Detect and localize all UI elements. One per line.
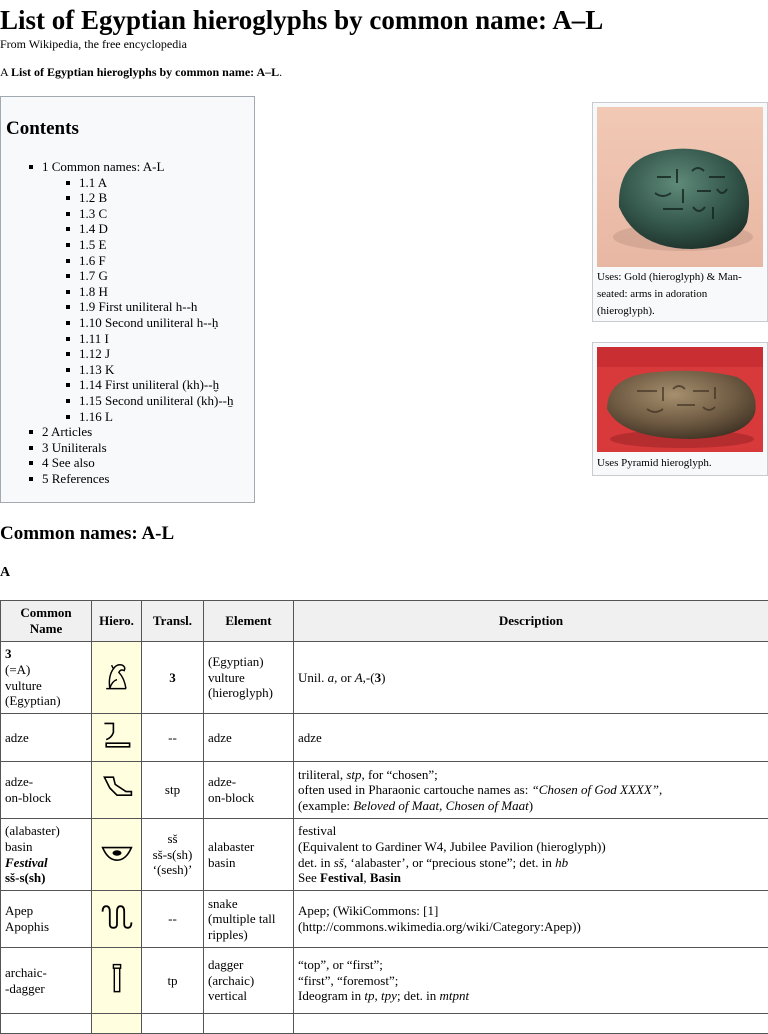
hieroglyph-table [0, 600, 768, 1034]
cell-common-name: Apep Apophis [1, 891, 92, 948]
toc-item [27, 424, 234, 440]
toc-link-articles[interactable]: 2 Articles [42, 424, 92, 439]
toc-link-sub-7[interactable]: 1.7 G [79, 268, 108, 283]
cell-hieroglyph [92, 891, 142, 948]
toc-subitem [64, 175, 234, 191]
toc-link-sub-12[interactable]: 1.12 J [79, 346, 110, 361]
toc-link-sub-14[interactable]: 1.14 First uniliteral (kh)--ḫ [79, 377, 219, 392]
col-header-description[interactable]: Description [294, 601, 768, 642]
cell-hieroglyph [92, 762, 142, 819]
toc-link-sub-6[interactable]: 1.6 F [79, 253, 106, 268]
table-row [1, 642, 768, 714]
toc-subitem [64, 409, 234, 425]
vulture-icon [99, 682, 135, 697]
cell-element: (Egyptian) vulture (hieroglyph) [204, 642, 294, 714]
cell-common-name: adze- on-block [1, 762, 92, 819]
table-of-contents [0, 96, 255, 503]
toc-item [27, 455, 234, 471]
page-title: List of Egyptian hieroglyphs by common name: A–L [0, 2, 603, 38]
toc-link-sub-16[interactable]: 1.16 L [79, 409, 113, 424]
intro-paragraph [0, 65, 282, 79]
subsection-heading: A [0, 564, 10, 582]
table-row [1, 762, 768, 819]
toc-link-sub-9[interactable]: 1.9 First uniliteral h--h [79, 299, 197, 314]
table-row [1, 891, 768, 948]
toc-link-uniliterals[interactable]: 3 Uniliterals [42, 440, 107, 455]
intro-prefix: A [0, 65, 11, 79]
scarab-seal-photo[interactable] [597, 107, 763, 267]
toc-item [27, 440, 234, 456]
toc-subitem [64, 221, 234, 237]
toc-subitem [64, 190, 234, 206]
col-header-common-name[interactable]: Common Name [1, 601, 92, 642]
toc-link-common-names[interactable]: 1 Common names: A-L [42, 159, 164, 174]
toc-subitem [64, 377, 234, 393]
toc-link-see-also[interactable]: 4 See also [42, 455, 95, 470]
cell-transliteration: -- [142, 714, 204, 762]
cell-description: festival (Equivalent to Gardiner W4, Jubilee Pavilion (hieroglyph)) det. in sš, ‘alabaster’, or “precious stone”; det. in hb See Festival, Basin [294, 819, 768, 891]
toc-link-sub-10[interactable]: 1.10 Second uniliteral h--ḥ [79, 315, 218, 330]
scarab-pyramid-photo[interactable] [597, 347, 763, 452]
cell-transliteration: 3 [142, 642, 204, 714]
snake-icon [99, 923, 135, 938]
tagline: From Wikipedia, the free encyclopedia [0, 37, 187, 51]
cell-description: “top”, or “first”; “first”, “foremost”; Ideogram in tp, tpy; det. in mtpnt [294, 948, 768, 1014]
toc-subitem [64, 268, 234, 284]
section-heading: Common names: A-L [0, 520, 174, 548]
cell-transliteration: stp [142, 762, 204, 819]
cell-common-name: (alabaster) basin Festival sš-s(sh) [1, 819, 92, 891]
cell-common-name: archaic- -dagger [1, 948, 92, 1014]
cell-description: Unil. a, or A,-(3) [294, 642, 768, 714]
col-header-translit[interactable]: Transl. [142, 601, 204, 642]
col-header-hiero[interactable]: Hiero. [92, 601, 142, 642]
intro-suffix: . [279, 65, 282, 79]
toc-list [27, 159, 234, 486]
cell-element: snake (multiple tall ripples) [204, 891, 294, 948]
cell-hieroglyph [92, 642, 142, 714]
cell-element: adze- on-block [204, 762, 294, 819]
toc-subitem [64, 346, 234, 362]
cell-hieroglyph [92, 819, 142, 891]
cell-description: triliteral, stp, for “chosen”; often used in Pharaonic cartouche names as: “Chosen of God XXXX”, (example: Beloved of Maat, Chosen of Maat) [294, 762, 768, 819]
toc-link-sub-13[interactable]: 1.13 K [79, 362, 114, 377]
cell-element: alabaster basin [204, 819, 294, 891]
toc-subitem [64, 315, 234, 331]
intro-bold-title: List of Egyptian hieroglyphs by common name: A–L [11, 65, 279, 79]
table-row [1, 948, 768, 1014]
toc-link-sub-15[interactable]: 1.15 Second uniliteral (kh)--ẖ [79, 393, 234, 408]
toc-link-sub-1[interactable]: 1.1 A [79, 175, 107, 190]
toc-link-sub-4[interactable]: 1.4 D [79, 221, 108, 236]
cell-hieroglyph [92, 948, 142, 1014]
cell-common-name: 3 (=A) vulture (Egyptian) [1, 642, 92, 714]
table-row [1, 714, 768, 762]
toc-subitem [64, 393, 234, 409]
table-body [1, 642, 768, 1034]
cell-description: adze [294, 714, 768, 762]
cell-transliteration: sš sš-s(sh) ‘(sesh)’ [142, 819, 204, 891]
adze-icon [99, 742, 135, 757]
toc-subitem [64, 284, 234, 300]
cell-description: Apep; (WikiCommons: [1] (http://commons.wikimedia.org/wiki/Category:Apep)) [294, 891, 768, 948]
thumbnail-caption: Uses Pyramid hieroglyph. [597, 455, 757, 472]
toc-link-sub-11[interactable]: 1.11 I [79, 331, 109, 346]
toc-link-references[interactable]: 5 References [42, 471, 110, 486]
toc-link-sub-5[interactable]: 1.5 E [79, 237, 106, 252]
toc-link-sub-3[interactable]: 1.3 C [79, 206, 107, 221]
toc-subitem [64, 362, 234, 378]
cell-element: dagger (archaic) vertical [204, 948, 294, 1014]
cell-transliteration: -- [142, 891, 204, 948]
toc-subitem [64, 237, 234, 253]
table-row [1, 819, 768, 891]
cell-hieroglyph [92, 714, 142, 762]
basin-icon [99, 859, 135, 874]
toc-link-sub-8[interactable]: 1.8 H [79, 284, 108, 299]
cell-transliteration: tp [142, 948, 204, 1014]
adze-on-block-icon [99, 794, 135, 809]
dagger-icon [99, 985, 135, 1000]
cell-element: adze [204, 714, 294, 762]
thumbnail-scarab-green [592, 102, 768, 322]
toc-subitem [64, 331, 234, 347]
thumbnail-caption: Uses: Gold (hieroglyph) & Man-seated: arms in adoration (hieroglyph). [597, 269, 757, 320]
col-header-element[interactable]: Element [204, 601, 294, 642]
table-header-row [1, 601, 768, 642]
cell-common-name: adze [1, 714, 92, 762]
toc-subitem [64, 206, 234, 222]
toc-subitem [64, 253, 234, 269]
toc-subitem [64, 299, 234, 315]
toc-sublist [42, 175, 234, 425]
toc-item [27, 471, 234, 487]
toc-title: Contents [6, 117, 79, 141]
thumbnail-scarab-brown [592, 342, 768, 476]
toc-item [27, 159, 234, 424]
toc-link-sub-2[interactable]: 1.2 B [79, 190, 107, 205]
